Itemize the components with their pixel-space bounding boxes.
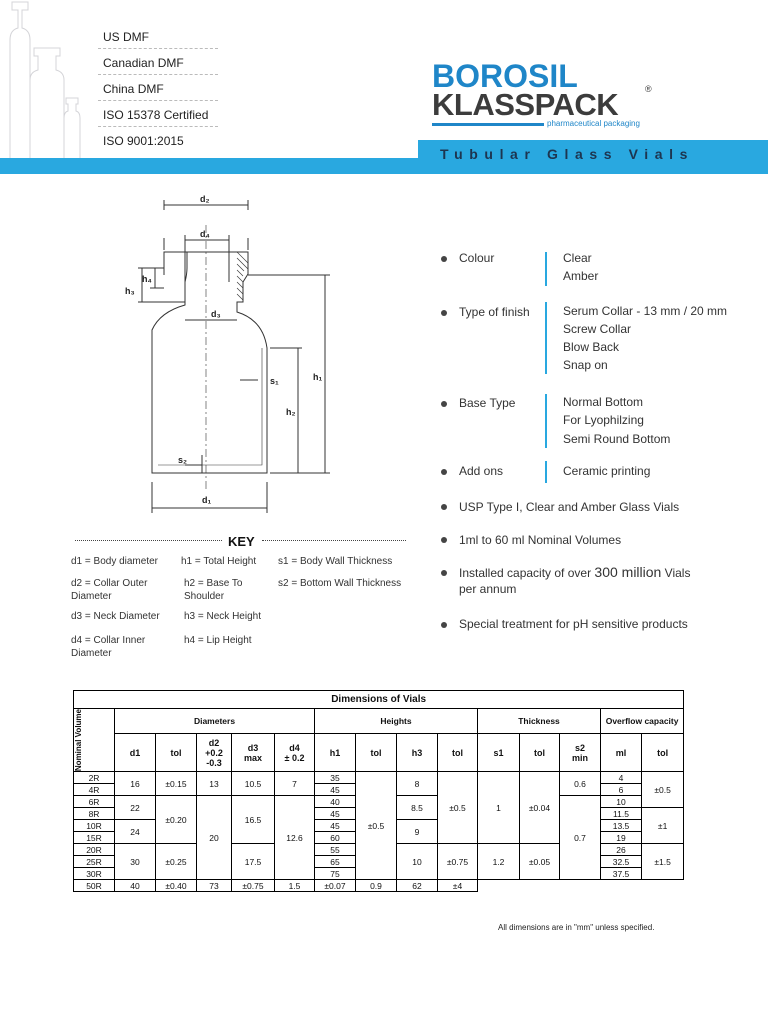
table-cell: ±0.04 — [520, 772, 560, 844]
cert-iso-15378: ISO 15378 Certified — [103, 108, 209, 122]
cert-china-dmf: China DMF — [103, 82, 164, 96]
table-cell: 37.5 — [601, 868, 642, 880]
table-cell: 24 — [115, 820, 156, 844]
table-cell: 15R — [74, 832, 115, 844]
brand-logo-top: BOROSIL — [432, 58, 578, 94]
table-cell: 1 — [478, 772, 520, 844]
table-cell: 40 — [315, 796, 356, 808]
table-cell: 10 — [397, 844, 438, 880]
capacity-text: Vials — [661, 566, 691, 580]
feature-label-base: Base Type — [459, 396, 516, 410]
brand-tagline: pharmaceutical packaging — [547, 119, 640, 128]
feature-volumes: 1ml to 60 ml Nominal Volumes — [459, 533, 622, 547]
table-cell: 55 — [315, 844, 356, 856]
col-d2: d2 +0.2 -0.3 — [197, 734, 232, 772]
table-cell: ±1.5 — [642, 844, 684, 880]
table-cell: 7 — [275, 772, 315, 796]
col-tol: tol — [156, 734, 197, 772]
table-cell: 8 — [397, 772, 438, 796]
table-cell: 6R — [74, 796, 115, 808]
col-tol: tol — [356, 734, 397, 772]
table-cell: 16 — [115, 772, 156, 796]
label-h1: h₁ — [313, 372, 323, 382]
feature-bar — [545, 461, 547, 483]
bullet-icon — [441, 504, 447, 510]
brand-underline — [432, 123, 544, 126]
col-d3: d3 max — [232, 734, 275, 772]
table-cell: 20R — [74, 844, 115, 856]
group-thickness: Thickness — [478, 709, 601, 734]
table-cell: ±0.5 — [642, 772, 684, 808]
table-cell: 10.5 — [232, 772, 275, 796]
label-h2: h₂ — [286, 407, 296, 417]
feature-capacity — [459, 564, 759, 597]
key-item-s2: s2 = Bottom Wall Thickness — [278, 578, 402, 589]
label-s1: s₁ — [270, 376, 279, 386]
vial-technical-drawing — [120, 190, 350, 520]
group-diameters: Diameters — [115, 709, 315, 734]
key-item-h2: h2 = Base To Shoulder — [184, 578, 243, 602]
feature-bar — [545, 302, 547, 374]
table-cell: 35 — [315, 772, 356, 784]
table-cell: 25R — [74, 856, 115, 868]
table-cell: 1.5 — [275, 880, 315, 892]
table-cell: 6 — [601, 784, 642, 796]
feature-label-addons: Add ons — [459, 464, 504, 478]
registered-mark: ® — [645, 84, 652, 94]
table-cell: 8.5 — [397, 796, 438, 820]
page-title: Tubular Glass Vials — [440, 146, 695, 162]
table-cell: 2R — [74, 772, 115, 784]
table-cell: 45 — [315, 808, 356, 820]
feature-bar — [545, 252, 547, 286]
label-h4: h₄ — [142, 274, 152, 284]
table-cell: 9 — [397, 820, 438, 844]
group-overflow: Overflow capacity — [601, 709, 684, 734]
table-cell: 0.9 — [356, 880, 397, 892]
divider — [98, 48, 218, 49]
dimensions-table — [73, 690, 684, 892]
table-cell: 62 — [397, 880, 438, 892]
bullet-icon — [441, 310, 447, 316]
key-item-d4: d4 = Collar Inner Diameter — [71, 635, 146, 659]
table-cell: 45 — [315, 820, 356, 832]
col-d1: d1 — [115, 734, 156, 772]
table-cell: ±0.5 — [438, 772, 478, 844]
cert-us-dmf: US DMF — [103, 30, 149, 44]
key-divider-left — [75, 540, 222, 541]
brand-logo-bottom: KLASSPACK — [432, 87, 619, 122]
feature-value: Clear — [563, 251, 592, 265]
table-cell: 13.5 — [601, 820, 642, 832]
table-cell: ±0.07 — [315, 880, 356, 892]
table-cell: 10R — [74, 820, 115, 832]
table-cell: 32.5 — [601, 856, 642, 868]
bullet-icon — [441, 537, 447, 543]
col-h1: h1 — [315, 734, 356, 772]
col-ml: ml — [601, 734, 642, 772]
feature-value: Snap on — [563, 358, 608, 372]
table-cell: ±0.75 — [438, 844, 478, 880]
key-title: KEY — [228, 534, 255, 549]
table-cell: 10 — [601, 796, 642, 808]
cert-canadian-dmf: Canadian DMF — [103, 56, 184, 70]
col-tol: tol — [438, 734, 478, 772]
key-divider-right — [262, 540, 406, 541]
feature-bar — [545, 394, 547, 448]
col-s1: s1 — [478, 734, 520, 772]
label-h3: h₃ — [125, 286, 135, 296]
table-row — [74, 880, 684, 892]
key-item-h4: h4 = Lip Height — [184, 635, 252, 646]
feature-value: Semi Round Bottom — [563, 432, 671, 446]
bullet-icon — [441, 570, 447, 576]
table-cell: 75 — [315, 868, 356, 880]
capacity-number: 300 million — [594, 564, 662, 580]
table-cell: 0.7 — [560, 796, 601, 880]
feature-value: Amber — [563, 269, 599, 283]
feature-special: Special treatment for pH sensitive products — [459, 617, 688, 631]
vial-silhouette-graphic — [0, 0, 100, 170]
divider — [98, 100, 218, 101]
feature-value: Blow Back — [563, 340, 620, 354]
feature-value: Serum Collar - 13 mm / 20 mm — [563, 304, 728, 318]
table-cell: ±0.75 — [232, 880, 275, 892]
bullet-icon — [441, 256, 447, 262]
bullet-icon — [441, 622, 447, 628]
table-cell: ±0.40 — [156, 880, 197, 892]
key-item-d2: d2 = Collar Outer Diameter — [71, 578, 148, 602]
key-item-h3: h3 = Neck Height — [184, 611, 261, 622]
table-cell: 22 — [115, 796, 156, 820]
key-item-d3: d3 = Neck Diameter — [71, 611, 160, 622]
table-cell: 45 — [315, 784, 356, 796]
table-cell: 65 — [315, 856, 356, 868]
label-d3: d₃ — [211, 309, 221, 319]
table-cell: 13 — [197, 772, 232, 796]
table-cell: 30R — [74, 868, 115, 880]
capacity-text: Installed capacity of over — [459, 566, 595, 580]
key-item-s1: s1 = Body Wall Thickness — [278, 556, 393, 567]
key-item-d1: d1 = Body diameter — [71, 556, 158, 567]
table-cell: 1.2 — [478, 844, 520, 880]
table-cell: 60 — [315, 832, 356, 844]
table-row — [74, 772, 684, 784]
table-cell: ±0.5 — [356, 772, 397, 880]
label-d1: d₁ — [202, 495, 212, 505]
table-cell: ±0.20 — [156, 796, 197, 844]
table-cell: 17.5 — [232, 844, 275, 880]
table-cell: ±4 — [438, 880, 478, 892]
label-s2: s₂ — [178, 455, 188, 465]
divider — [98, 74, 218, 75]
table-cell: 50R — [74, 880, 115, 892]
table-cell: ±0.25 — [156, 844, 197, 880]
table-cell: ±1 — [642, 808, 684, 844]
col-nominal-volume: Nominal Volume — [74, 709, 115, 772]
table-cell: 19 — [601, 832, 642, 844]
table-cell: 40 — [115, 880, 156, 892]
feature-label-colour: Colour — [459, 251, 495, 265]
table-footnote: All dimensions are in "mm" unless specified. — [498, 923, 655, 932]
bullet-icon — [441, 401, 447, 407]
col-d4: d4 ± 0.2 — [275, 734, 315, 772]
table-cell: ±0.15 — [156, 772, 197, 796]
col-tol: tol — [520, 734, 560, 772]
table-cell: 16.5 — [232, 796, 275, 844]
feature-value: Ceramic printing — [563, 464, 651, 478]
feature-value: Normal Bottom — [563, 395, 644, 409]
capacity-text: per annum — [459, 582, 517, 596]
group-heights: Heights — [315, 709, 478, 734]
col-s2: s2 min — [560, 734, 601, 772]
table-cell: 4 — [601, 772, 642, 784]
table-cell: 4R — [74, 784, 115, 796]
bullet-icon — [441, 469, 447, 475]
table-cell: 11.5 — [601, 808, 642, 820]
label-d2: d₂ — [200, 194, 210, 204]
col-h3: h3 — [397, 734, 438, 772]
label-d4: d₄ — [200, 229, 210, 239]
table-cell: 8R — [74, 808, 115, 820]
feature-value: Screw Collar — [563, 322, 632, 336]
table-cell: 12.6 — [275, 796, 315, 880]
table-cell: 20 — [197, 796, 232, 880]
col-tol: tol — [642, 734, 684, 772]
key-item-h1: h1 = Total Height — [181, 556, 257, 567]
table-cell: 73 — [197, 880, 232, 892]
feature-label-finish: Type of finish — [459, 305, 530, 319]
table-cell: ±0.05 — [520, 844, 560, 880]
cert-iso-9001: ISO 9001:2015 — [103, 134, 184, 148]
table-cell: 30 — [115, 844, 156, 880]
table-title: Dimensions of Vials — [74, 691, 684, 709]
divider — [98, 126, 218, 127]
table-cell: 26 — [601, 844, 642, 856]
feature-value: For Lyophilzing — [563, 413, 644, 427]
table-cell: 0.6 — [560, 772, 601, 796]
feature-usp: USP Type I, Clear and Amber Glass Vials — [459, 500, 680, 514]
